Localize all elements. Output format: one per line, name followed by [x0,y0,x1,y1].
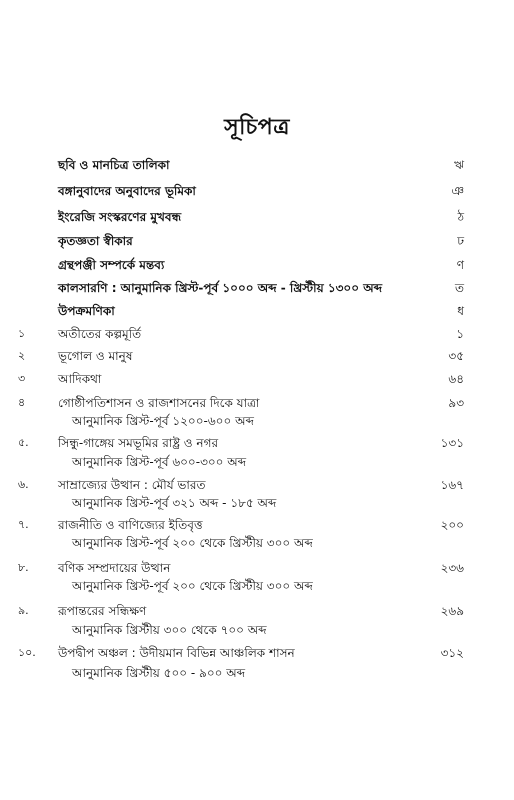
toc-chapter-9[interactable] [0,601,514,621]
entry-page: ঞ [451,184,464,198]
toc-entry-chronology[interactable] [0,278,514,298]
entry-title: উপক্রমণিকা [58,304,115,318]
toc-entry-english-foreword[interactable] [0,207,514,227]
chapter-title: ভূগোল ও মানুষ [58,349,133,363]
chapter-title: আদিকথা [58,372,102,386]
toc-chapter-5-period-row [0,452,514,472]
chapter-page: ৯৩ [448,396,464,410]
toc-entry-bibliography-note[interactable] [0,255,514,275]
entry-title: ইংরেজি সংস্করণের মুখবন্ধ [58,210,182,224]
chapter-title: রাজনীতি ও বাণিজ্যের ইতিবৃত্ত [58,518,203,532]
toc-entry-introduction[interactable] [0,301,514,321]
toc-entry-acknowledgements[interactable] [0,231,514,251]
chapter-period: আনুমানিক খ্রিস্ট-পূর্ব ৩২১ অব্দ - ১৮৫ অব্দ [72,496,277,510]
chapter-number: ২ [18,349,26,362]
page-title: সূচিপত্র [224,115,290,140]
chapter-title: উপদ্বীপ অঞ্চল : উদীয়মান বিভিন্ন আঞ্চলিক শাসন [58,646,295,660]
entry-title: গ্রন্থপঞ্জী সম্পর্কে মন্তব্য [58,258,165,272]
toc-chapter-8[interactable] [0,558,514,578]
chapter-period: আনুমানিক খ্রিস্টীয় ৩০০ থেকে ৭০০ অব্দ [72,623,267,637]
chapter-number: ৬. [18,478,29,491]
toc-chapter-1[interactable] [0,324,514,344]
chapter-title: সিন্ধু-গাঙ্গেয় সমভূমির রাষ্ট্র ও নগর [58,436,219,450]
chapter-number: ৫. [18,436,29,449]
chapter-period: আনুমানিক খ্রিস্ট-পূর্ব ৬০০-৩০০ অব্দ [72,455,247,469]
toc-chapter-7-period-row [0,533,514,553]
chapter-period: আনুমানিক খ্রিস্ট-পূর্ব ১২০০-৬০০ অব্দ [72,414,254,428]
chapter-number: ৪ [18,396,26,409]
chapter-page: ৩৫ [448,349,464,363]
entry-title: কালসারণি : আনুমানিক খ্রিস্ট-পূর্ব ১০০০ অব্দ - খ্রিস্টীয় ১৩০০ অব্দ [58,281,383,295]
entry-page: ঠ [457,210,464,224]
toc-chapter-4-period-row [0,411,514,431]
entry-page: ধ [457,304,464,318]
chapter-period: আনুমানিক খ্রিস্ট-পূর্ব ২০০ থেকে খ্রিস্টীয় ৩০০ অব্দ [72,579,313,593]
chapter-page: ২৩৬ [440,561,464,575]
chapter-number: ৯. [18,604,29,617]
chapter-page: ৩১২ [440,646,464,660]
toc-chapter-8-period-row [0,576,514,596]
chapter-title: গোষ্ঠীপতিশাসন ও রাজশাসনের দিকে যাত্রা [58,396,260,410]
chapter-title: রূপান্তরের সন্ধিক্ষণ [58,604,147,618]
toc-chapter-6[interactable] [0,475,514,495]
chapter-title: সাম্রাজ্যের উত্থান : মৌর্য ভারত [58,478,206,492]
toc-chapter-10[interactable] [0,643,514,663]
chapter-number: ৮. [18,561,29,574]
toc-chapter-7[interactable] [0,515,514,535]
chapter-title: অতীতের কল্পমূর্তি [58,327,142,341]
chapter-page: ১৬৭ [440,478,464,492]
entry-title: বঙ্গানুবাদের অনুবাদের ভূমিকা [58,184,196,198]
chapter-number: ৩ [18,372,26,385]
entry-page: ণ [456,258,464,272]
toc-chapter-4[interactable] [0,393,514,413]
entry-title: কৃতজ্ঞতা স্বীকার [58,234,133,248]
toc-entry-translation-preface[interactable] [0,181,514,201]
chapter-title: বণিক সম্প্রদায়ের উত্থান [58,561,171,575]
chapter-page: ২০০ [440,518,464,532]
toc-chapter-6-period-row [0,493,514,513]
toc-chapter-10-period-row [0,663,514,683]
toc-chapter-2[interactable] [0,346,514,366]
entry-page: ঋ [454,158,464,172]
chapter-page: ৬৪ [448,372,464,386]
chapter-period: আনুমানিক খ্রিস্ট-পূর্ব ২০০ থেকে খ্রিস্টীয় ৩০০ অব্দ [72,536,313,550]
chapter-period: আনুমানিক খ্রিস্টীয় ৫০০ - ৯০০ অব্দ [72,666,246,680]
toc-chapter-5[interactable] [0,433,514,453]
toc-chapter-9-period-row [0,620,514,640]
chapter-page: ১ [456,327,464,341]
chapter-number: ৭. [18,518,29,531]
chapter-page: ২৬৯ [440,604,464,618]
entry-title: ছবি ও মানচিত্র তালিকা [58,158,170,172]
chapter-number: ১ [18,327,26,340]
toc-entry-illustrations-list[interactable] [0,155,514,175]
entry-page: ত [454,281,464,295]
chapter-page: ১৩১ [440,436,464,450]
entry-page: ঢ [457,234,464,248]
chapter-number: ১০. [18,646,36,659]
toc-chapter-3[interactable] [0,369,514,389]
